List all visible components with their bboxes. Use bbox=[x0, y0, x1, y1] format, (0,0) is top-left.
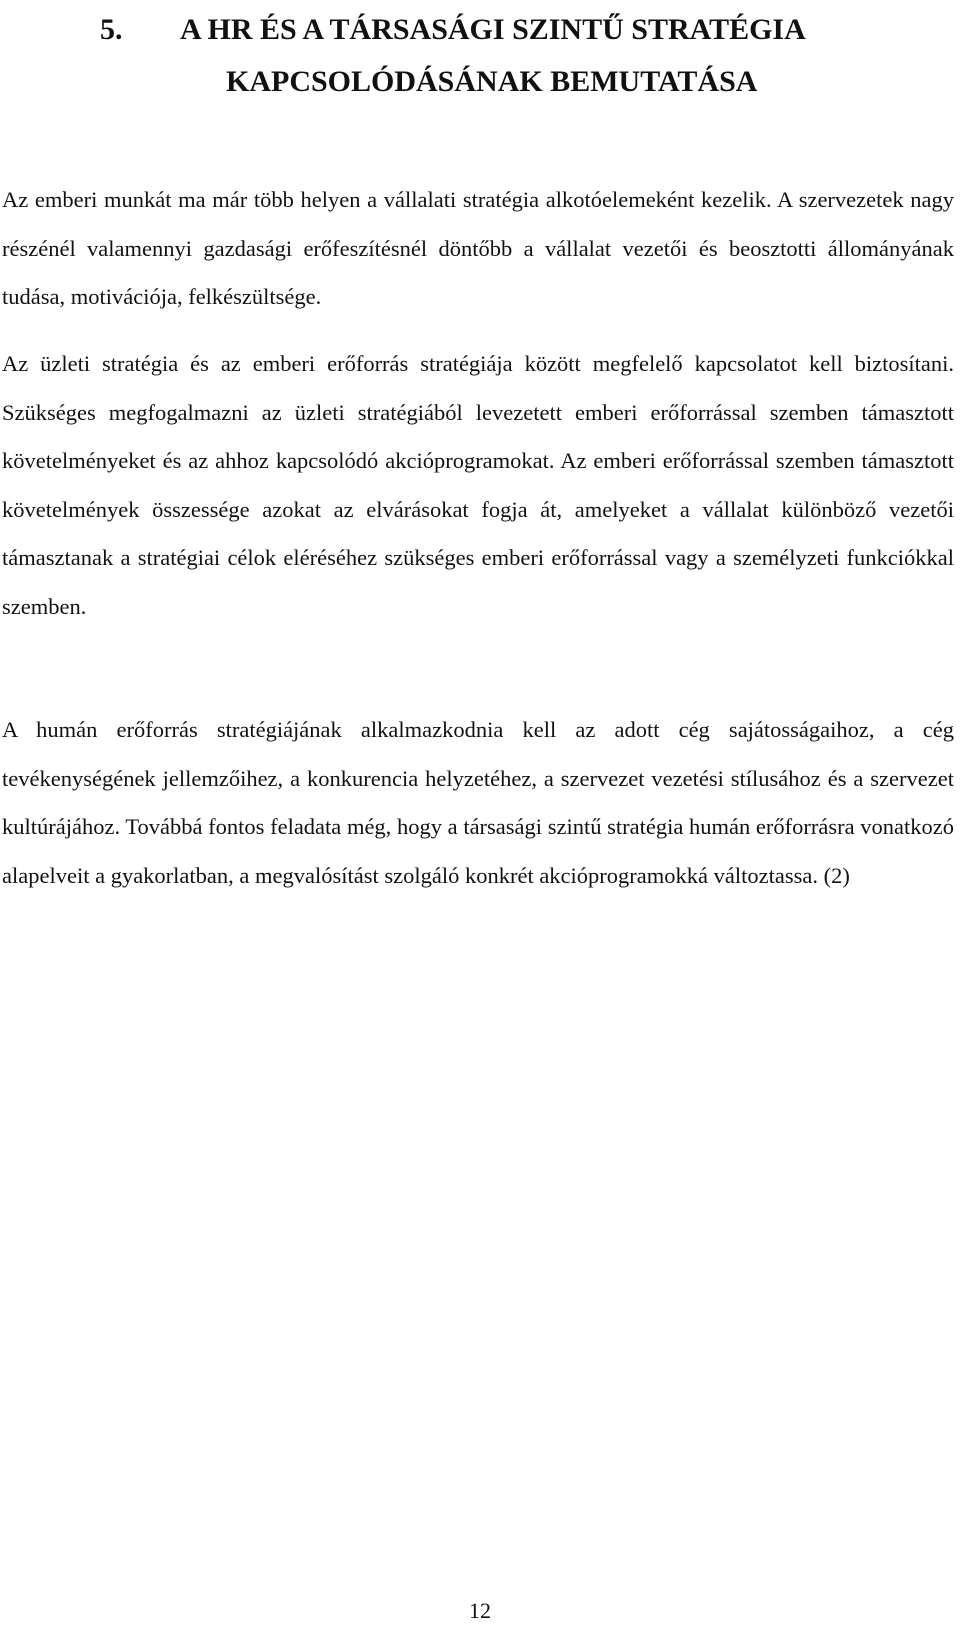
paragraph-1: Az emberi munkát ma már több helyen a vállalati stratégia alkotóelemeként kezelik. A szervezetek nagy részénél valamennyi gazdasági erőfeszítésnél döntőbb a vállalat vezetői és beosztotti állományának tudása, motivációja, felkészültsége. bbox=[2, 187, 954, 309]
heading-line-2 bbox=[100, 56, 920, 108]
paragraph-3: A humán erőforrás stratégiájának alkalmazkodnia kell az adott cég sajátosságaihoz, a cég tevékenységének jellemzőihez, a konkurencia helyzetéhez, a szervezet vezetési stílusához és a szervezet kultúrájához. Továbbá fontos feladata még, hogy a társasági szintű stratégia humán erőforrásra vonatkozó alapelveit a gyakorlatban, a megvalósítást szolgáló konkrét akcióprogramokká változtassa. (2) bbox=[2, 717, 954, 888]
section-number: 5. bbox=[100, 13, 123, 46]
heading-line-1 bbox=[100, 4, 920, 56]
section-heading bbox=[100, 4, 920, 108]
page-number: 12 bbox=[469, 1598, 491, 1623]
heading-title-line-2: KAPCSOLÓDÁSÁNAK BEMUTATÁSA bbox=[226, 65, 758, 98]
heading-title-line-1: A HR ÉS A TÁRSASÁGI SZINTŰ STRATÉGIA bbox=[180, 13, 806, 46]
paragraph-2: Az üzleti stratégia és az emberi erőforrás stratégiája között megfelelő kapcsolatot kell biztosítani. Szükséges megfogalmazni az üzleti stratégiából levezetett emberi erőforrással szemben támasztott követelményeket és az ahhoz kapcsolódó akcióprogramokat. Az emberi erőforrással szemben támasztott követelmények összessége azokat az elvárásokat fogja át, amelyeket a vállalat különböző vezetői támasztanak a stratégiai célok eléréséhez szükséges emberi erőforrással vagy a személyzeti funkciókkal szemben. bbox=[2, 351, 954, 619]
